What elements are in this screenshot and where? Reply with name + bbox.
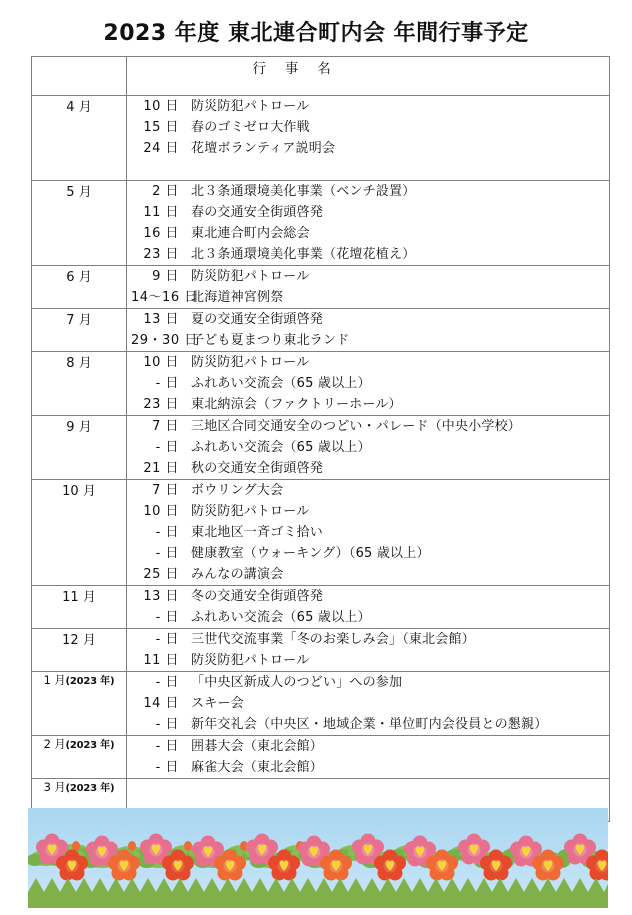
event-line [127,287,609,308]
event-date: 25 日 [143,567,179,582]
events-cell [127,96,610,181]
event-date: 7 日 [152,419,179,434]
event-line [127,352,609,373]
event-line [127,714,609,735]
header-events-cell [127,57,610,96]
flower-border-illustration [28,808,608,908]
events-cell [127,586,610,629]
event-date: 9 日 [152,269,179,284]
event-name: 北海道神宮例祭 [191,290,284,305]
event-date: 7 日 [152,483,179,498]
month-cell [32,672,127,736]
event-line [127,394,609,415]
month-label: 7 月 [66,313,92,328]
event-date: 29・30 日 [131,333,198,348]
event-name: 防災防犯パトロール [191,653,310,668]
month-cell [32,416,127,480]
event-name: 春の交通安全街頭啓発 [191,205,324,220]
table-row [32,181,610,266]
table-row [32,309,610,352]
event-name: 東北連合町内会総会 [191,226,310,241]
event-name: 秋の交通安全街頭啓発 [191,461,324,476]
event-line [127,330,609,351]
event-name: 麻雀大会（東北会館） [191,760,324,775]
page-title: 2023 年度 東北連合町内会 年間行事予定 [103,21,529,46]
event-line [127,202,609,223]
table-row [32,352,610,416]
month-label: 1 月 [43,673,66,687]
event-name: 健康教室（ウォーキング）（65 歳以上） [191,546,430,561]
events-cell [127,266,610,309]
event-line [127,501,609,522]
event-date: 10 日 [143,99,179,114]
month-label: 11 月 [62,590,96,605]
event-date: ‐ 日 [155,675,179,690]
event-name: 春のゴミゼロ大作戦 [191,120,310,135]
event-line [127,117,609,138]
table-row [32,266,610,309]
event-name: 夏の交通安全街頭啓発 [191,312,324,327]
month-cell [32,309,127,352]
event-date: 13 日 [143,312,179,327]
event-date: 14〜16 日 [131,290,198,305]
event-name: 新年交礼会（中央区・地域企業・単位町内会役員との懇親） [191,717,548,732]
event-line [127,693,609,714]
event-date: ‐ 日 [155,546,179,561]
flower-border-svg [28,808,608,908]
month-label: 5 月 [66,185,92,200]
header-events-label: 行 事 名 [252,61,334,77]
event-name: ふれあい交流会（65 歳以上） [191,610,371,625]
event-date: 11 日 [143,653,179,668]
table-row [32,586,610,629]
event-name: ボウリング大会 [191,483,284,498]
event-name: ふれあい交流会（65 歳以上） [191,376,371,391]
event-line [127,373,609,394]
event-date: 15 日 [143,120,179,135]
month-label: 9 月 [66,420,92,435]
event-date: 14 日 [143,696,179,711]
event-line [127,736,609,757]
month-label: 10 月 [62,484,96,499]
table-body [32,57,610,822]
month-cell [32,586,127,629]
event-line [127,757,609,778]
month-label: 12 月 [62,633,96,648]
event-line [127,309,609,330]
month-label: 4 月 [66,100,92,115]
event-name: 東北地区一斉ゴミ拾い [191,525,324,540]
event-name: 北３条通環境美化事業（ベンチ設置） [191,184,416,199]
event-name: 北３条通環境美化事業（花壇花植え） [191,247,416,262]
table-row [32,96,610,181]
month-cell [32,736,127,779]
event-line [127,244,609,265]
event-line [127,138,609,159]
month-cell [32,96,127,181]
month-year-note: (2023 年) [65,740,115,751]
event-line [127,543,609,564]
event-name: 冬の交通安全街頭啓発 [191,589,324,604]
event-date: ‐ 日 [155,525,179,540]
event-name: 「中央区新成人のつどい」への参加 [191,675,403,690]
table-row [32,736,610,779]
events-cell [127,181,610,266]
event-line [127,266,609,287]
event-line [127,458,609,479]
event-date: ‐ 日 [155,760,179,775]
events-cell [127,736,610,779]
event-name: 防災防犯パトロール [191,99,310,114]
month-label: 3 月 [43,780,66,794]
event-name: 囲碁大会（東北会館） [191,739,324,754]
event-name: 三世代交流事業「冬のお楽しみ会」（東北会館） [191,632,475,647]
event-name: みんなの講演会 [191,567,284,582]
event-line [127,607,609,628]
events-cell [127,480,610,586]
event-name: 東北納涼会（ファクトリーホール） [191,397,402,412]
event-date: ‐ 日 [155,610,179,625]
event-date: 2 日 [152,184,179,199]
event-name: 子ども夏まつり東北ランド [191,333,350,348]
month-cell [32,181,127,266]
event-blank-line [127,159,609,180]
month-label: 2 月 [43,737,66,751]
event-line [127,629,609,650]
month-cell [32,352,127,416]
events-cell [127,672,610,736]
header-month-cell [32,57,127,96]
event-date: 10 日 [143,504,179,519]
event-date: ‐ 日 [155,376,179,391]
event-blank-line [127,779,609,800]
table-row [32,416,610,480]
event-date: 11 日 [143,205,179,220]
event-name: 防災防犯パトロール [191,269,310,284]
event-date: 13 日 [143,589,179,604]
event-line [127,437,609,458]
annual-events-table [31,56,610,822]
month-cell [32,480,127,586]
event-date: 21 日 [143,461,179,476]
month-year-note: (2023 年) [65,783,115,794]
event-line [127,650,609,671]
event-name: スキー会 [191,696,244,711]
event-date: 23 日 [143,247,179,262]
events-cell [127,352,610,416]
event-name: ふれあい交流会（65 歳以上） [191,440,371,455]
event-line [127,96,609,117]
table-row [32,480,610,586]
event-date: ‐ 日 [155,717,179,732]
event-date: 10 日 [143,355,179,370]
table-row [32,629,610,672]
event-date: ‐ 日 [155,632,179,647]
events-cell [127,629,610,672]
event-name: 防災防犯パトロール [191,504,310,519]
event-line [127,586,609,607]
month-label: 8 月 [66,356,92,371]
month-year-note: (2023 年) [65,676,115,687]
event-name: 三地区合同交通安全のつどい・パレード（中央小学校） [191,419,522,434]
event-line [127,416,609,437]
event-line [127,223,609,244]
event-date: 23 日 [143,397,179,412]
event-date: 16 日 [143,226,179,241]
events-cell [127,309,610,352]
table-header-row [32,57,610,96]
event-line [127,181,609,202]
month-label: 6 月 [66,270,92,285]
event-line [127,672,609,693]
event-date: ‐ 日 [155,440,179,455]
event-date: ‐ 日 [155,739,179,754]
month-cell [32,266,127,309]
event-name: 花壇ボランティア説明会 [191,141,336,156]
event-date: 24 日 [143,141,179,156]
events-cell [127,416,610,480]
table-row [32,672,610,736]
event-name: 防災防犯パトロール [191,355,310,370]
month-cell [32,629,127,672]
event-line [127,522,609,543]
event-line [127,564,609,585]
event-line [127,480,609,501]
